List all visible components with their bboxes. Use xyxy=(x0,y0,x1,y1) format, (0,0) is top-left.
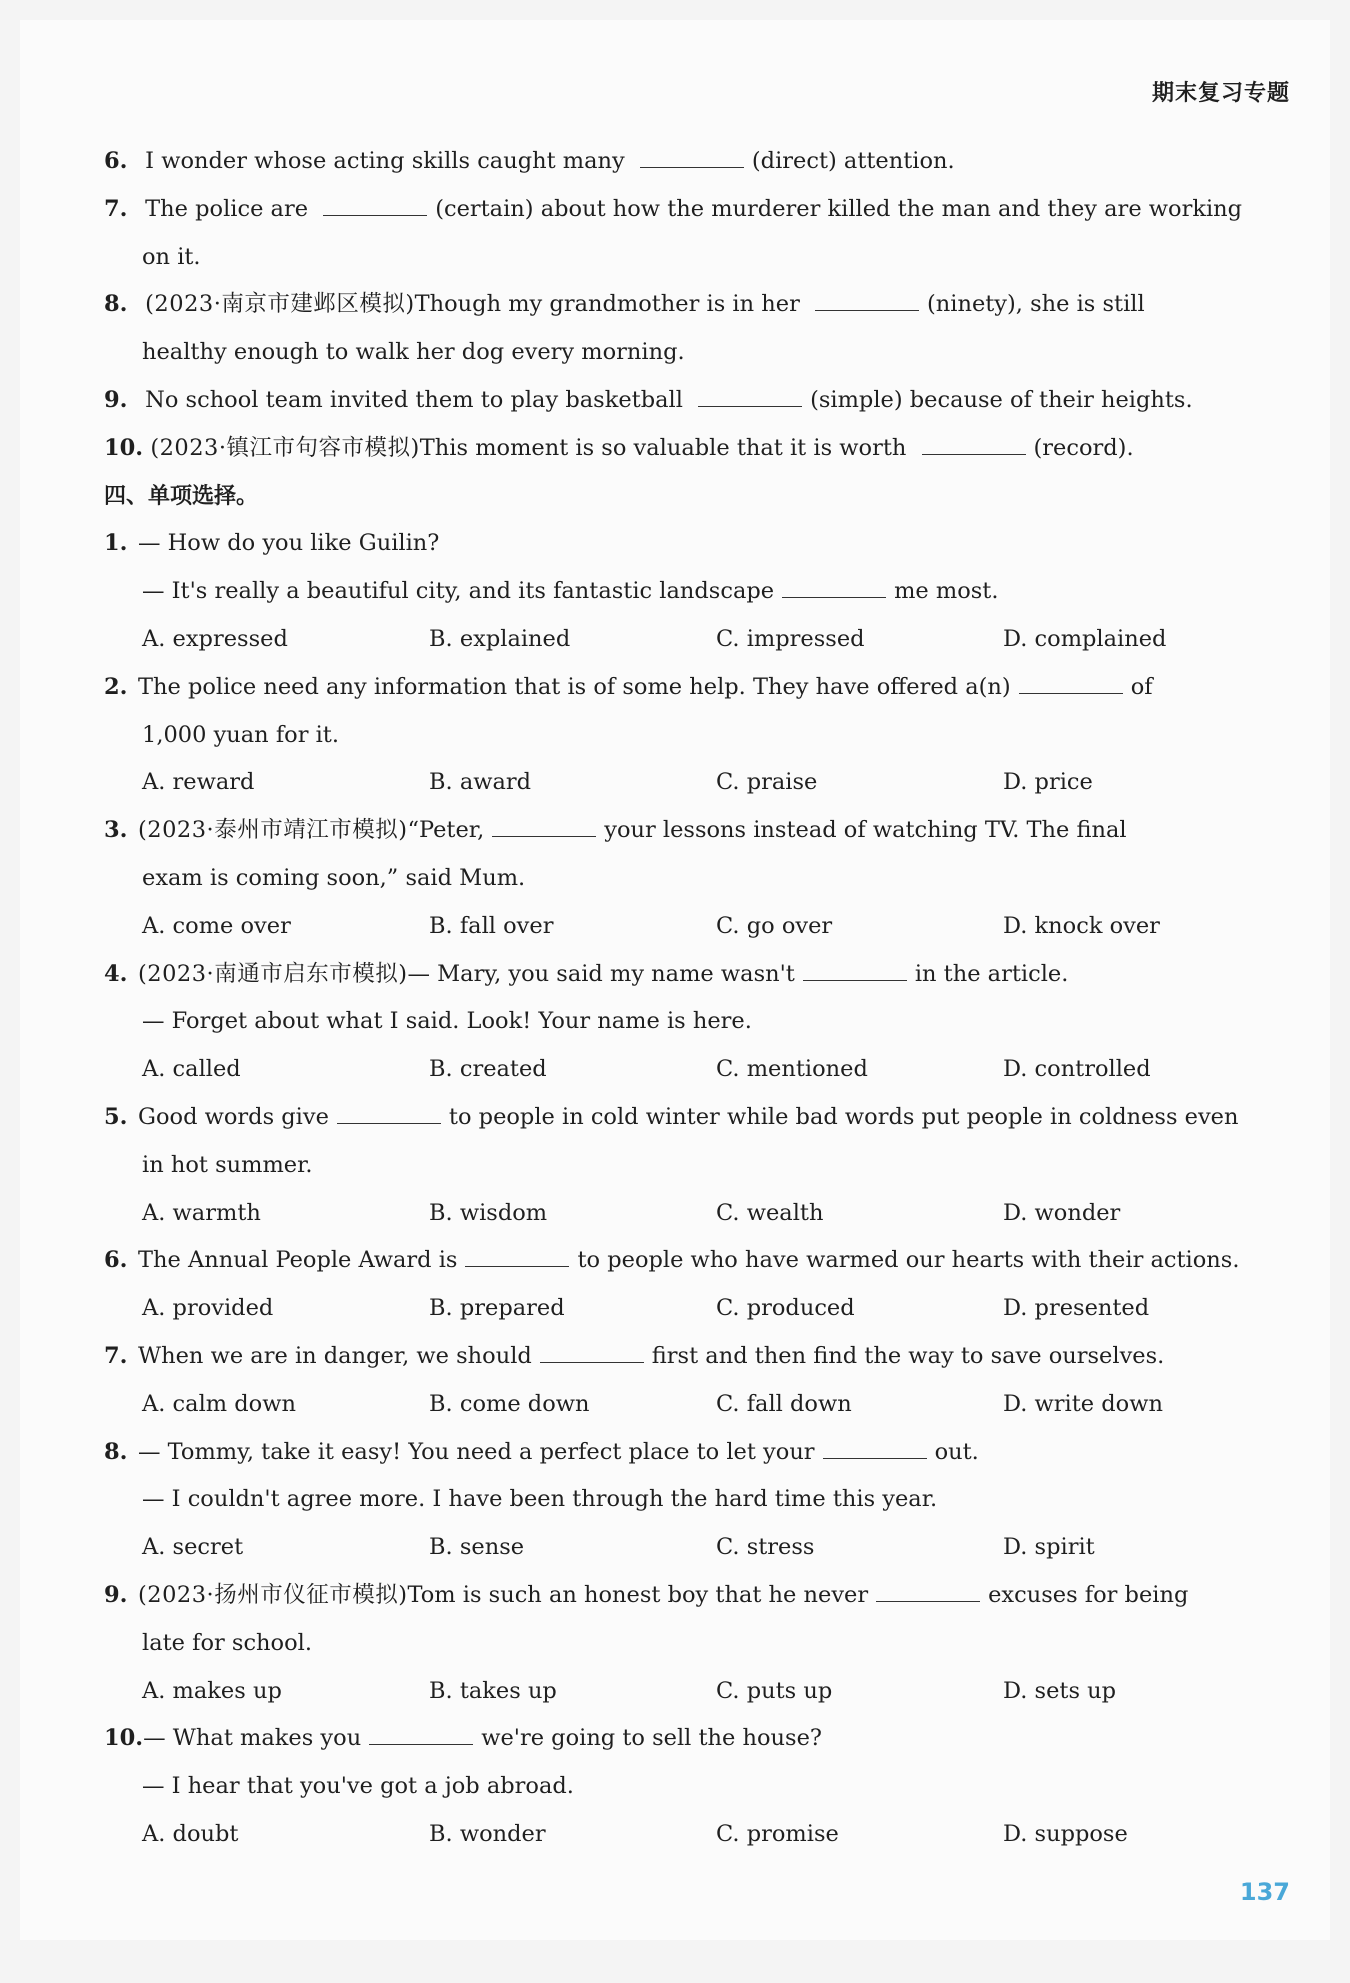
question-text: — Tommy, take it easy! You need a perfect place to let your xyxy=(138,1438,815,1465)
question-number: 2. xyxy=(104,673,128,700)
mc-question-4 xyxy=(104,951,1286,999)
question-text: first and then find the way to save ourselves. xyxy=(651,1342,1165,1369)
answer-option[interactable]: C. puts up xyxy=(716,1677,833,1704)
answer-option[interactable]: D. controlled xyxy=(1003,1056,1151,1083)
question-text: — What makes you xyxy=(143,1725,362,1752)
answer-option[interactable]: C. produced xyxy=(716,1295,855,1322)
answer-option[interactable]: C. praise xyxy=(716,769,818,796)
question-continuation xyxy=(104,568,1286,616)
answer-option[interactable]: D. spirit xyxy=(1003,1534,1095,1561)
question-text: late for school. xyxy=(142,1629,312,1656)
question-text: excuses for being xyxy=(988,1581,1189,1608)
question-text: your lessons instead of watching TV. The final xyxy=(604,817,1127,844)
question-number: 9. xyxy=(104,386,128,413)
question-text: When we are in danger, we should xyxy=(138,1342,532,1369)
answer-option[interactable]: C. wealth xyxy=(716,1199,824,1226)
answer-option[interactable]: D. knock over xyxy=(1003,912,1160,939)
question-text: — I couldn't agree more. I have been through the hard time this year. xyxy=(142,1486,938,1513)
answer-option[interactable]: A. provided xyxy=(142,1295,274,1322)
answer-blank[interactable] xyxy=(492,812,596,837)
answer-option[interactable]: C. fall down xyxy=(716,1390,852,1417)
question-number: 7. xyxy=(104,1342,128,1369)
answer-option[interactable]: B. takes up xyxy=(429,1677,557,1704)
question-text: Though my grandmother is in her xyxy=(414,291,800,318)
answer-blank[interactable] xyxy=(876,1577,980,1602)
answer-option[interactable]: B. wisdom xyxy=(429,1199,548,1226)
answer-options xyxy=(104,616,1286,664)
answer-option[interactable]: A. calm down xyxy=(142,1390,296,1417)
question-number: 8. xyxy=(104,1438,128,1465)
answer-option[interactable]: C. stress xyxy=(716,1534,815,1561)
answer-option[interactable]: D. sets up xyxy=(1003,1677,1117,1704)
question-number: 6. xyxy=(104,148,128,174)
answer-option[interactable]: B. come down xyxy=(429,1390,590,1417)
page-header: 期末复习专题 xyxy=(1151,81,1290,106)
mc-question-3 xyxy=(104,807,1286,855)
question-text: to people who have warmed our hearts with their actions. xyxy=(577,1247,1240,1274)
answer-option[interactable]: A. makes up xyxy=(142,1677,282,1704)
answer-options xyxy=(104,1811,1286,1859)
question-number: 3. xyxy=(104,817,128,844)
question-text: — Forget about what I said. Look! Your name is here. xyxy=(142,1008,752,1035)
question-text: exam is coming soon,” said Mum. xyxy=(142,864,526,891)
question-continuation xyxy=(104,1476,1286,1524)
answer-option[interactable]: B. created xyxy=(429,1056,547,1083)
document-page xyxy=(20,20,1330,1940)
answer-blank[interactable] xyxy=(815,286,919,311)
question-number: 1. xyxy=(104,530,128,557)
answer-option[interactable]: B. sense xyxy=(429,1534,525,1561)
question-text: — I hear that you've got a job abroad. xyxy=(142,1773,574,1800)
answer-option[interactable]: A. doubt xyxy=(142,1820,239,1847)
question-text: (direct) attention. xyxy=(751,148,955,174)
question-number: 7. xyxy=(104,195,128,222)
answer-options xyxy=(104,1046,1286,1094)
question-continuation xyxy=(104,855,1286,903)
question-text: (certain) about how the murderer killed the man and they are working xyxy=(435,195,1243,222)
answer-blank[interactable] xyxy=(803,956,907,981)
question-number: 10. xyxy=(104,1725,144,1752)
mc-question-6 xyxy=(104,1237,1286,1285)
question-text: — How do you like Guilin? xyxy=(138,530,440,557)
answer-options xyxy=(104,759,1286,807)
answer-option[interactable]: C. mentioned xyxy=(716,1056,868,1083)
question-text: “Peter, xyxy=(407,817,485,844)
answer-option[interactable]: D. suppose xyxy=(1003,1820,1128,1847)
question-number: 9. xyxy=(104,1581,128,1608)
question-source: (2023·南通市启东市模拟) xyxy=(138,960,408,987)
question-continuation xyxy=(104,712,1286,760)
answer-option[interactable]: D. wonder xyxy=(1003,1199,1121,1226)
question-number: 10. xyxy=(104,434,144,461)
mc-question-8 xyxy=(104,1429,1286,1477)
question-continuation xyxy=(104,998,1286,1046)
answer-options xyxy=(104,1668,1286,1716)
answer-blank[interactable] xyxy=(823,1434,927,1459)
multiple-choice-list xyxy=(104,520,1286,1858)
answer-options xyxy=(104,1524,1286,1572)
question-text: The Annual People Award is xyxy=(138,1247,458,1274)
question-text: (ninety), she is still xyxy=(926,291,1145,318)
answer-options xyxy=(104,1190,1286,1238)
page-number: 137 xyxy=(1239,1878,1290,1906)
question-text: of xyxy=(1130,673,1153,700)
question-text: No school team invited them to play basketball xyxy=(145,386,683,413)
question-p3-8 xyxy=(104,281,1286,329)
answer-blank[interactable] xyxy=(782,573,886,598)
question-text: Tom is such an honest boy that he never xyxy=(407,1581,869,1608)
answer-option[interactable]: B. fall over xyxy=(429,912,554,939)
question-source: (2023·泰州市靖江市模拟) xyxy=(138,817,408,844)
question-text: Good words give xyxy=(138,1103,329,1130)
mc-question-7 xyxy=(104,1333,1286,1381)
question-source: (2023·南京市建邺区模拟) xyxy=(145,291,415,318)
question-p3-6 xyxy=(104,138,1286,186)
answer-option[interactable]: C. impressed xyxy=(716,625,865,652)
answer-option[interactable]: D. presented xyxy=(1003,1295,1150,1322)
question-source: (2023·镇江市句容市模拟) xyxy=(150,434,420,461)
question-text: 1,000 yuan for it. xyxy=(142,721,339,748)
question-text: The police are xyxy=(145,195,309,222)
question-continuation xyxy=(104,1142,1286,1190)
question-continuation xyxy=(104,1620,1286,1668)
mc-question-10 xyxy=(104,1715,1286,1763)
question-text: (record). xyxy=(1033,434,1134,461)
answer-option[interactable]: B. explained xyxy=(429,625,571,652)
question-source: (2023·扬州市仪征市模拟) xyxy=(138,1581,408,1608)
answer-option[interactable]: A. warmth xyxy=(142,1199,261,1226)
question-p3-9 xyxy=(104,377,1286,425)
question-p3-10 xyxy=(104,425,1286,473)
question-text: in hot summer. xyxy=(142,1151,313,1178)
mc-question-1 xyxy=(104,520,1286,568)
answer-blank[interactable] xyxy=(369,1720,473,1745)
question-number: 6. xyxy=(104,1247,128,1274)
answer-option[interactable]: D. complained xyxy=(1003,625,1167,652)
question-text: in the article. xyxy=(914,960,1069,987)
exercise-content xyxy=(104,138,1286,1859)
answer-option[interactable]: A. expressed xyxy=(142,625,288,652)
answer-blank[interactable] xyxy=(540,1338,644,1363)
question-number: 4. xyxy=(104,960,128,987)
question-continuation: healthy enough to walk her dog every morning. xyxy=(142,339,685,366)
question-text: — It's really a beautiful city, and its fantastic landscape xyxy=(142,578,775,605)
answer-options xyxy=(104,1381,1286,1429)
answer-blank[interactable] xyxy=(465,1242,569,1267)
answer-option[interactable]: D. write down xyxy=(1003,1390,1163,1417)
answer-blank[interactable] xyxy=(323,191,427,216)
answer-blank[interactable] xyxy=(698,382,802,407)
question-continuation: on it. xyxy=(142,243,201,270)
answer-option[interactable]: A. come over xyxy=(142,912,291,939)
question-text: we're going to sell the house? xyxy=(481,1725,822,1752)
answer-blank[interactable] xyxy=(922,430,1026,455)
answer-options xyxy=(104,1285,1286,1333)
section-title: 四、单项选择。 xyxy=(104,483,259,509)
answer-option[interactable]: A. secret xyxy=(142,1534,244,1561)
answer-options xyxy=(104,903,1286,951)
mc-question-5 xyxy=(104,1094,1286,1142)
answer-option[interactable]: D. price xyxy=(1003,769,1093,796)
answer-option[interactable]: C. promise xyxy=(716,1820,839,1847)
question-continuation xyxy=(104,1763,1286,1811)
answer-option[interactable]: B. award xyxy=(429,769,532,796)
answer-option[interactable]: C. go over xyxy=(716,912,833,939)
question-text: to people in cold winter while bad words put people in coldness even xyxy=(448,1103,1239,1130)
mc-question-2 xyxy=(104,664,1286,712)
question-p3-7 xyxy=(104,186,1286,234)
answer-blank[interactable] xyxy=(640,143,744,168)
answer-blank[interactable] xyxy=(337,1099,441,1124)
question-number: 8. xyxy=(104,291,128,318)
answer-option[interactable]: B. prepared xyxy=(429,1295,565,1322)
answer-option[interactable]: B. wonder xyxy=(429,1820,546,1847)
question-text: This moment is so valuable that it is worth xyxy=(419,434,907,461)
answer-option[interactable]: A. reward xyxy=(142,769,255,796)
question-text: — Mary, you said my name wasn't xyxy=(407,960,795,987)
question-text: me most. xyxy=(894,578,999,605)
question-text: out. xyxy=(934,1438,979,1465)
question-text: (simple) because of their heights. xyxy=(810,386,1193,413)
question-number: 5. xyxy=(104,1103,128,1130)
mc-question-9 xyxy=(104,1572,1286,1620)
question-text: I wonder whose acting skills caught many xyxy=(145,148,625,174)
answer-blank[interactable] xyxy=(1019,669,1123,694)
question-text: The police need any information that is of some help. They have offered a(n) xyxy=(138,673,1011,700)
answer-option[interactable]: A. called xyxy=(142,1056,241,1083)
